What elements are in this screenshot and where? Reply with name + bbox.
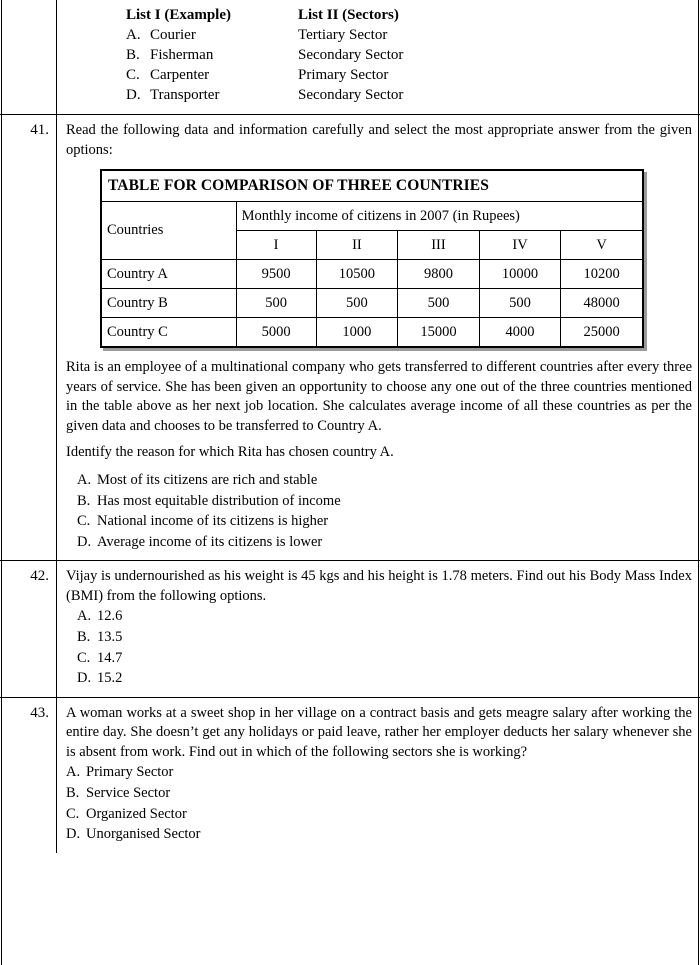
country-name: Country A	[102, 260, 236, 289]
question-43-body	[57, 698, 700, 853]
question-41-passage: Rita is an employee of a multinational company who gets transferred to different countries after every three years of service. She has been given an opportunity to choose any one out of the three countries mentioned in the table above as her next job location. She calculates average income of all these countries as per the given data and chooses to be transferred to Country A.	[66, 359, 692, 434]
option-label: C.	[77, 513, 91, 530]
match-item-left: Transporter	[150, 87, 220, 103]
question-43	[0, 698, 700, 853]
comparison-table-title-row	[102, 171, 642, 202]
match-item-left: Courier	[150, 27, 196, 43]
option-text: National income of its citizens is higher	[97, 513, 329, 530]
question-42-number: 42.	[0, 561, 57, 696]
comparison-table-grid	[102, 171, 642, 346]
option-text: Average income of its citizens is lower	[97, 533, 323, 550]
table-row	[102, 318, 642, 347]
question-43-stem: A woman works at a sweet shop in her village on a contract basis and gets meagre salary after working the entire day. She doesn’t get any holidays or paid leave, rather her employer deducts her salary whenever she is absent from work. Find out in which of the following sectors she is working?	[66, 704, 692, 760]
table-cell: 1000	[316, 318, 398, 347]
match-item-left: Fisherman	[150, 47, 214, 63]
table-row	[126, 66, 403, 86]
table-row	[102, 260, 642, 289]
table-cell: 500	[236, 289, 316, 318]
option-text: Most of its citizens are rich and stable	[97, 471, 318, 488]
table-cell: 500	[479, 289, 561, 318]
option-text: Service Sector	[86, 784, 171, 801]
option-label: D.	[77, 670, 92, 687]
match-right-cell: Tertiary Sector	[298, 27, 388, 43]
column-header: V	[561, 231, 642, 260]
table-row	[126, 86, 403, 106]
column-header: III	[398, 231, 480, 260]
table-cell: 500	[398, 289, 480, 318]
table-cell: 10000	[479, 260, 561, 289]
table-cell: 10200	[561, 260, 642, 289]
option-label: B.	[77, 628, 91, 645]
option-a[interactable]	[66, 606, 692, 627]
comparison-table-row-header: Countries	[102, 202, 236, 260]
option-c[interactable]	[66, 804, 692, 825]
match-left-cell	[126, 66, 298, 86]
option-d[interactable]	[66, 824, 692, 845]
option-text: Primary Sector	[86, 764, 174, 781]
match-item-label: A.	[126, 27, 141, 43]
option-text: Organized Sector	[86, 805, 187, 822]
option-c[interactable]	[66, 648, 692, 669]
country-name: Country C	[102, 318, 236, 347]
option-label: D.	[77, 533, 92, 550]
question-41-stem: Read the following data and information carefully and select the most appropriate answer from the given options:	[66, 122, 692, 158]
match-list-header-right: List II (Sectors)	[298, 7, 399, 23]
option-d[interactable]	[66, 532, 692, 553]
option-b[interactable]	[66, 627, 692, 648]
option-label: B.	[66, 784, 80, 801]
table-row	[126, 26, 403, 46]
option-text: Unorganised Sector	[86, 826, 201, 843]
column-header: IV	[479, 231, 561, 260]
option-b[interactable]	[66, 783, 692, 804]
table-cell: 4000	[479, 318, 561, 347]
option-a[interactable]	[66, 762, 692, 783]
comparison-table	[100, 169, 644, 348]
match-list-body	[57, 0, 700, 114]
option-label: A.	[77, 608, 92, 625]
option-label: C.	[66, 805, 80, 822]
question-42	[0, 561, 700, 697]
spacer	[66, 463, 692, 470]
option-label: A.	[77, 471, 92, 488]
option-text: 12.6	[97, 608, 123, 625]
comparison-table-span-row	[102, 202, 642, 231]
match-left-cell	[126, 86, 298, 106]
option-text: 15.2	[97, 670, 123, 687]
table-cell: 9500	[236, 260, 316, 289]
match-item-label: D.	[126, 87, 141, 103]
question-41-number: 41.	[0, 115, 57, 560]
option-text: Has most equitable distribution of income	[97, 492, 341, 509]
question-41-question: Identify the reason for which Rita has chosen country A.	[66, 444, 394, 461]
option-text: 14.7	[97, 649, 123, 666]
match-item-label: B.	[126, 47, 140, 63]
match-right-cell: Secondary Sector	[298, 87, 404, 103]
table-cell: 15000	[398, 318, 480, 347]
option-label: B.	[77, 492, 91, 509]
table-cell: 48000	[561, 289, 642, 318]
option-c[interactable]	[66, 511, 692, 532]
table-cell: 10500	[316, 260, 398, 289]
spacer	[66, 436, 692, 443]
question-42-body	[57, 561, 700, 696]
match-left-cell	[126, 46, 298, 66]
option-b[interactable]	[66, 491, 692, 512]
option-label: A.	[66, 764, 81, 781]
question-number-blank	[0, 0, 57, 114]
table-cell: 5000	[236, 318, 316, 347]
match-list-header-row	[126, 6, 403, 26]
table-cell: 500	[316, 289, 398, 318]
comparison-table-span-header: Monthly income of citizens in 2007 (in Rupees)	[236, 202, 642, 231]
question-43-number: 43.	[0, 698, 57, 853]
option-a[interactable]	[66, 470, 692, 491]
column-header: II	[316, 231, 398, 260]
match-left-cell	[126, 26, 298, 46]
table-row	[102, 289, 642, 318]
match-list-block	[0, 0, 700, 115]
question-41	[0, 115, 700, 561]
column-header: I	[236, 231, 316, 260]
table-cell: 9800	[398, 260, 480, 289]
match-item-label: C.	[126, 67, 140, 83]
option-d[interactable]	[66, 668, 692, 689]
option-label: D.	[66, 826, 81, 843]
match-right-cell: Secondary Sector	[298, 47, 404, 63]
match-list-header-left: List I (Example)	[126, 7, 231, 23]
comparison-table-title: TABLE FOR COMPARISON OF THREE COUNTRIES	[102, 171, 642, 202]
question-41-body	[57, 115, 700, 560]
country-name: Country B	[102, 289, 236, 318]
match-item-left: Carpenter	[150, 67, 210, 83]
match-right-cell: Primary Sector	[298, 67, 389, 83]
table-cell: 25000	[561, 318, 642, 347]
match-list-table	[126, 6, 403, 106]
option-label: C.	[77, 649, 91, 666]
question-42-stem: Vijay is undernourished as his weight is 45 kgs and his height is 1.78 meters. Find out his Body Mass Index (BMI) from the following options.	[66, 568, 692, 604]
option-text: 13.5	[97, 628, 123, 645]
table-row	[126, 46, 403, 66]
